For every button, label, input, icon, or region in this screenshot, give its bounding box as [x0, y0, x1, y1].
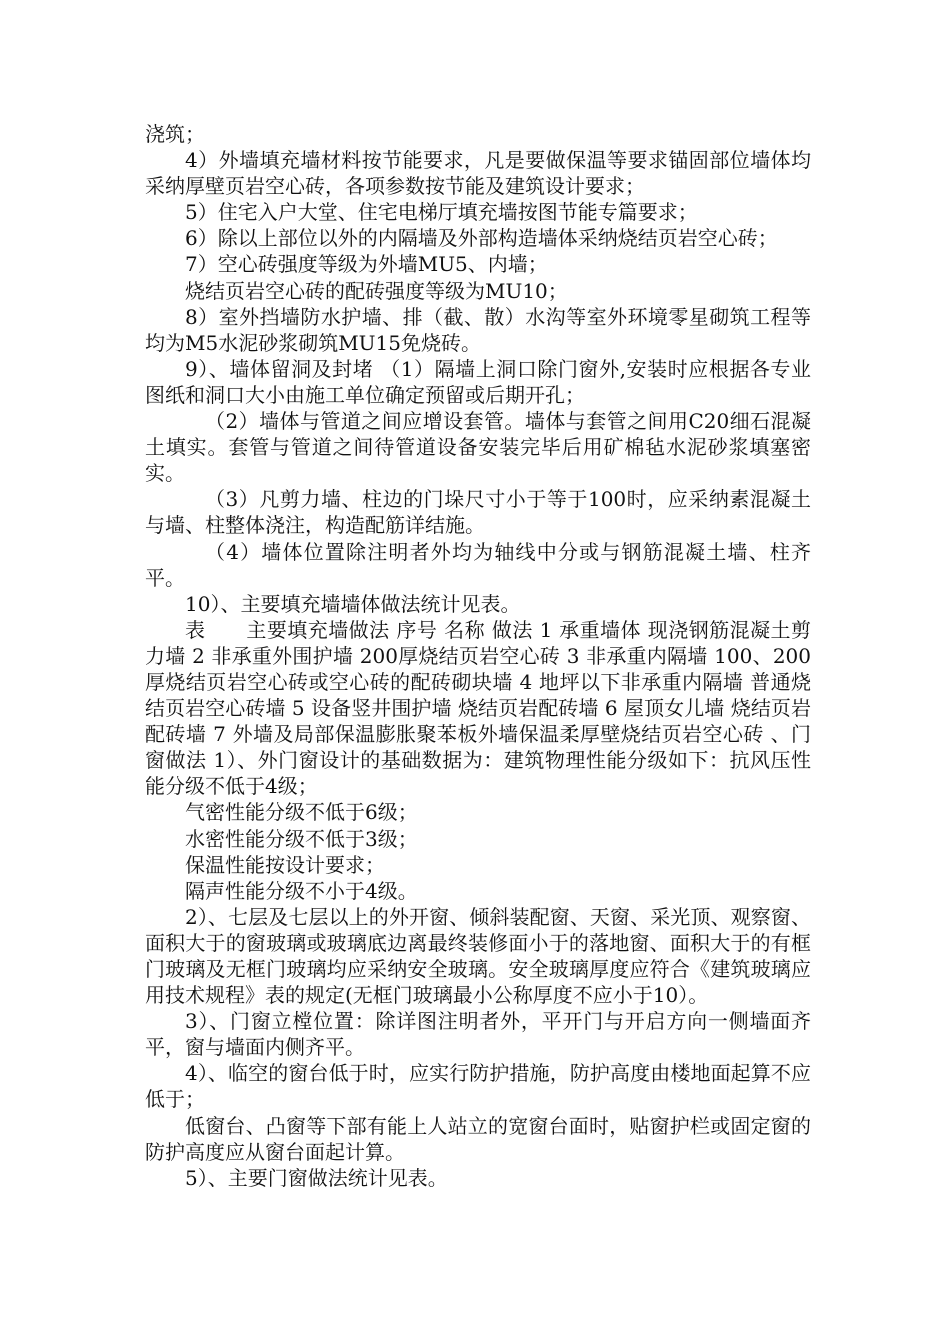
paragraph-22: 5）、主要门窗做法统计见表。	[185, 1165, 448, 1190]
paragraph-15: 水密性能分级不低于3级；	[185, 826, 418, 851]
document-body	[145, 121, 811, 1191]
paragraph-16: 保温性能按设计要求；	[185, 852, 385, 877]
paragraph-10: （3）凡剪力墙、柱边的门垛尺寸小于等于100时，应采纳素混凝土与墙、柱整体浇注，构造配筋详结施。	[145, 487, 811, 538]
paragraph-2: 4）外墙填充墙材料按节能要求，凡是要做保温等要求锚固部位墙体均采纳厚壁页岩空心砖，各项参数按节能及建筑设计要求；	[145, 148, 811, 199]
paragraph-13: 表 主要填充墙做法 序号 名称 做法 1 承重墙体 现浇钢筋混凝土剪力墙 2 非承重外围护墙 200厚烧结页岩空心砖 3 非承重内隔墙 100、200厚烧结页岩空心砖或空心砖的配砖砌块墙 4 地坪以下非承重内隔墙 普通烧结页岩空心砖墙 5 设备竖井围护墙 烧结页岩配砖墙 6 屋顶女儿墙 烧结页岩配砖墙 7 外墙及局部保温膨胀聚苯板外墙保温柔厚壁烧结页岩空心砖 、门窗做法 1）、外门窗设计的基础数据为：建筑物理性能分级如下：抗风压性能分级不低于4级；	[145, 617, 811, 799]
paragraph-7: 8）室外挡墙防水护墙、排（截、散）水沟等室外环境零星砌筑工程等均为M5水泥砂浆砌筑MU15免烧砖。	[145, 304, 811, 355]
paragraph-8: 9）、墙体留洞及封堵 （1）隔墙上洞口除门窗外,安装时应根据各专业图纸和洞口大小由施工单位确定预留或后期开孔；	[145, 356, 811, 407]
paragraph-19: 3）、门窗立樘位置：除详图注明者外，平开门与开启方向一侧墙面齐平，窗与墙面内侧齐平。	[145, 1009, 811, 1060]
paragraph-14: 气密性能分级不低于6级；	[185, 800, 418, 825]
paragraph-12: 10）、主要填充墙墙体做法统计见表。	[185, 591, 521, 616]
paragraph-5: 7）空心砖强度等级为外墙MU5、内墙；	[185, 252, 548, 277]
paragraph-9: （2）墙体与管道之间应增设套管。墙体与套管之间用C20细石混凝土填实。套管与管道之间待管道设备安装完毕后用矿棉毡水泥砂浆填塞密实。	[145, 409, 811, 486]
paragraph-18: 2）、七层及七层以上的外开窗、倾斜装配窗、天窗、采光顶、观察窗、面积大于的窗玻璃或玻璃底边离最终装修面小于的落地窗、面积大于的有框门玻璃及无框门玻璃均应采纳安全玻璃。安全玻璃厚度应符合《建筑玻璃应用技术规程》表的规定(无框门玻璃最小公称厚度不应小于10）。	[145, 904, 811, 1008]
paragraph-6: 烧结页岩空心砖的配砖强度等级为MU10；	[185, 278, 568, 303]
paragraph-17: 隔声性能分级不小于4级。	[185, 878, 418, 903]
paragraph-11: （4）墙体位置除注明者外均为轴线中分或与钢筋混凝土墙、柱齐平。	[145, 539, 811, 590]
paragraph-21: 低窗台、凸窗等下部有能上人站立的宽窗台面时，贴窗护栏或固定窗的防护高度应从窗台面起计算。	[145, 1113, 811, 1164]
paragraph-3: 5）住宅入户大堂、住宅电梯厅填充墙按图节能专篇要求；	[185, 200, 698, 225]
paragraph-1: 浇筑；	[145, 122, 205, 146]
paragraph-20: 4）、临空的窗台低于时，应实行防护措施，防护高度由楼地面起算不应低于；	[145, 1061, 811, 1112]
paragraph-4: 6）除以上部位以外的内隔墙及外部构造墙体采纳烧结页岩空心砖；	[185, 226, 778, 251]
